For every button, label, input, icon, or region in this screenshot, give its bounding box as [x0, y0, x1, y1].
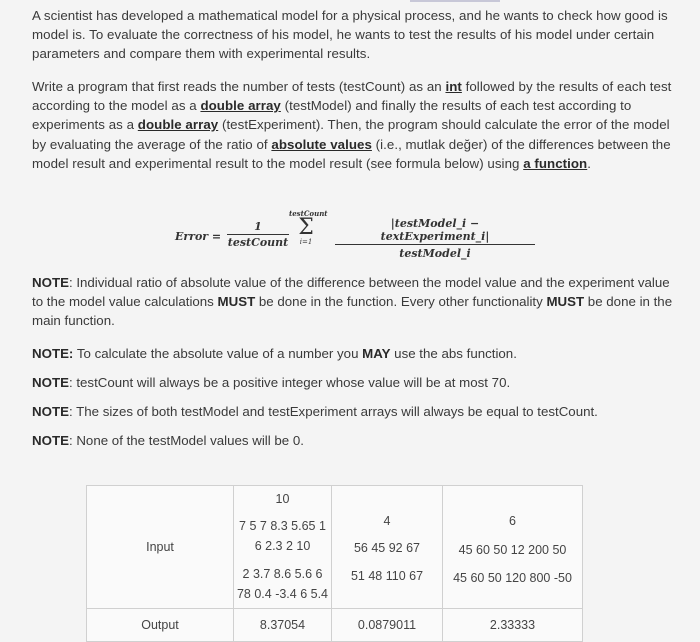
note-label: NOTE	[32, 433, 69, 448]
note-label: NOTE	[32, 375, 69, 390]
note-bold-must-2: MUST	[546, 294, 585, 310]
note-bold-must: MUST	[217, 294, 256, 310]
note-bold-may: MAY	[362, 346, 391, 361]
output-label: Output	[87, 609, 234, 642]
example-1-line: 6 2.3 2 10	[254, 539, 311, 553]
formula-ratio-bar	[335, 244, 535, 245]
task-text: Write a program that first reads the number of tests (testCount) as an	[32, 79, 446, 94]
example-3-line: 45 60 50 12 200 50	[458, 543, 567, 557]
formula-fraction-one-over-count	[227, 220, 289, 249]
formula-frac-denominator: testCount	[227, 236, 289, 249]
note-label: NOTE:	[32, 346, 74, 361]
note-label: NOTE	[32, 275, 69, 290]
formula-summation	[289, 209, 328, 246]
formula-lhs: Error =	[175, 230, 222, 243]
note-array-sizes	[32, 402, 680, 421]
task-text: (testExperiment). Then, the program should calculate the error of the model by evaluating the average of the ratio of	[32, 117, 670, 152]
note-text: : testCount will always be a positive integer whose value will be at most 70.	[68, 375, 511, 390]
note-function-requirement	[32, 273, 680, 331]
example-2-line: 56 45 92 67	[353, 541, 421, 555]
task-bold-int: int	[445, 79, 462, 94]
example-1-line: 78 0.4 -3.4 6 5.4	[236, 587, 329, 601]
example-2-line: 4	[383, 514, 391, 528]
formula-ratio	[335, 217, 535, 260]
example-2-input	[332, 486, 443, 609]
task-text: (i.e., mutlak değer) of the differences between the model result and experimental result to the model result (see formula below) using	[32, 136, 671, 171]
example-io-table	[86, 485, 583, 642]
example-3-input	[443, 486, 583, 609]
sigma-upper-bound: testCount	[289, 209, 328, 218]
task-bold-a-function: a function	[523, 155, 588, 171]
note-text: use the abs function.	[390, 346, 517, 361]
note-text: : The sizes of both testModel and testExperiment arrays will always be equal to testCount.	[68, 404, 598, 419]
table-row-input	[87, 486, 583, 609]
input-label: Input	[87, 486, 234, 609]
example-2-line: 51 48 110 67	[350, 569, 424, 583]
note-text: be done in the main function.	[32, 294, 673, 329]
task-text: followed by the results of each test according to the model as a	[32, 79, 672, 114]
example-1-output: 8.37054	[234, 609, 332, 642]
note-label: NOTE	[32, 404, 69, 419]
table-row-output	[87, 609, 583, 642]
note-text: : None of the testModel values will be 0.	[68, 433, 304, 448]
example-3-line: 45 60 50 120 800 -50	[453, 571, 572, 585]
task-text: .	[587, 155, 591, 171]
note-text: To calculate the absolute value of a number you	[73, 346, 363, 361]
note-abs-function	[32, 344, 680, 363]
note-nonzero-model	[32, 431, 680, 450]
example-1-line: 10	[275, 492, 290, 506]
formula-frac-bar	[227, 234, 289, 235]
note-testcount-range	[32, 373, 680, 392]
formula-frac-numerator: 1	[254, 220, 262, 233]
error-formula	[173, 209, 553, 265]
formula-ratio-denominator: testModel_i	[399, 247, 471, 260]
example-2-output: 0.0879011	[332, 609, 443, 642]
task-bold-double-array: double array	[200, 98, 281, 114]
top-strip	[410, 0, 500, 2]
task-bold-double-array-2: double array	[137, 117, 219, 133]
task-paragraph	[32, 77, 680, 173]
intro-paragraph: A scientist has developed a mathematical model for a physical process, and he wants to check how good is model is. To evaluate the correctness of his model, he wants to test the results of his model under certain parameters and compare them with experimental results.	[32, 8, 668, 62]
sigma-icon: Σ	[298, 215, 314, 240]
example-1-input	[234, 486, 332, 609]
example-1-line: 2 3.7 8.6 5.6 6	[242, 567, 323, 581]
note-text: : Individual ratio of absolute value of the difference between the model value and the experiment value to the model value calculations	[32, 275, 670, 310]
formula-ratio-numerator: |testModel_i − textExperiment_i|	[380, 217, 490, 243]
note-text: be done in the function. Every other functionality	[255, 294, 547, 310]
example-3-output: 2.33333	[443, 609, 583, 642]
sigma-lower-bound: i=1	[299, 238, 313, 246]
task-text: (testModel) and finally the results of each test according to experiments as a	[32, 98, 632, 133]
example-1-line: 7 5 7 8.3 5.65 1	[239, 519, 326, 533]
task-bold-absolute-values: absolute values	[271, 136, 372, 152]
example-3-line: 6	[509, 514, 516, 528]
